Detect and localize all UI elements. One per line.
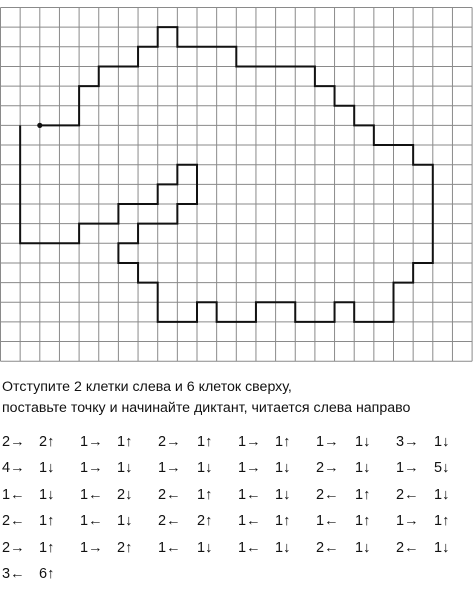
dictation-step: 1↓ xyxy=(117,513,133,530)
dictation-step: 2→ xyxy=(2,539,25,556)
dictation-step: 1↓ xyxy=(39,486,55,503)
dictation-step: 2↑ xyxy=(117,539,133,556)
dictation-step: 1↓ xyxy=(355,434,371,450)
dictation-step: 1↓ xyxy=(197,460,213,477)
dictation-step: 2← xyxy=(158,486,181,503)
dictation-step: 1↑ xyxy=(434,513,450,530)
dictation-step: 1→ xyxy=(238,460,261,477)
dictation-step: 1↓ xyxy=(355,539,371,556)
dictation-step: 2↑ xyxy=(39,434,55,450)
dictation-step: 1↑ xyxy=(117,434,133,450)
dictation-step: 1↓ xyxy=(197,539,213,556)
dictation-table xyxy=(0,430,474,594)
dictation-step: 2← xyxy=(2,513,25,530)
dictation-step: 1↑ xyxy=(197,486,213,503)
dictation-step: 1→ xyxy=(80,460,103,477)
dictation-step: 1← xyxy=(238,539,261,556)
dictation-step: 1→ xyxy=(80,539,103,556)
dictation-step: 2← xyxy=(316,539,339,556)
dictation-step: 2↑ xyxy=(197,513,213,530)
dictation-step: 1→ xyxy=(158,460,181,477)
dictation-step: 1← xyxy=(80,486,103,503)
dictation-step: 2← xyxy=(316,486,339,503)
dictation-step: 6↑ xyxy=(39,566,55,582)
dictation-step: 1↑ xyxy=(39,513,55,530)
dictation-step: 1↓ xyxy=(275,486,291,503)
dictation-step: 1→ xyxy=(238,434,261,450)
dictation-step: 4→ xyxy=(2,460,25,477)
dictation-step: 1← xyxy=(158,539,181,556)
dictation-step: 1→ xyxy=(396,513,419,530)
dictation-step: 2→ xyxy=(158,434,181,450)
dictation-step: 1↑ xyxy=(355,513,371,530)
dictation-row xyxy=(0,456,474,480)
dictation-step: 5↓ xyxy=(434,460,450,477)
dictation-step: 3→ xyxy=(396,434,419,450)
dictation-figure-outline xyxy=(20,27,433,322)
dictation-step: 1↓ xyxy=(434,434,450,450)
dictation-step: 1← xyxy=(316,513,339,530)
dictation-step: 1↓ xyxy=(434,486,450,503)
dictation-row xyxy=(0,536,474,560)
dictation-step: 1↑ xyxy=(355,486,371,503)
dictation-step: 1↓ xyxy=(355,460,371,477)
dictation-step: 2← xyxy=(396,539,419,556)
dictation-step: 2→ xyxy=(2,434,25,450)
dictation-step: 1↓ xyxy=(275,539,291,556)
dictation-step: 1↓ xyxy=(39,460,55,477)
dictation-step: 2← xyxy=(158,513,181,530)
dictation-step: 1↓ xyxy=(434,539,450,556)
dictation-step: 1← xyxy=(2,486,25,503)
dictation-step: 1↓ xyxy=(275,460,291,477)
dictation-step: 2→ xyxy=(316,460,339,477)
instructions-text xyxy=(2,377,410,419)
dictation-row xyxy=(0,430,474,454)
dictation-step: 1→ xyxy=(316,434,339,450)
dictation-step: 1↑ xyxy=(275,434,291,450)
dictation-step: 1← xyxy=(80,513,103,530)
dictation-step: 1→ xyxy=(80,434,103,450)
dictation-step: 1↑ xyxy=(275,513,291,530)
dictation-row xyxy=(0,483,474,507)
dictation-step: 2← xyxy=(396,486,419,503)
instructions-line-2: поставьте точку и начинайте диктант, читается слева направо xyxy=(2,400,411,416)
dictation-step: 1← xyxy=(238,513,261,530)
dictation-step: 1← xyxy=(238,486,261,503)
instructions-line-1: Отступите 2 клетки слева и 6 клеток сверху, xyxy=(2,379,292,395)
dictation-step: 1↓ xyxy=(117,460,133,477)
dictation-step: 1↑ xyxy=(197,434,213,450)
dictation-row xyxy=(0,562,474,586)
dictation-row xyxy=(0,509,474,533)
dictation-step: 1↑ xyxy=(39,539,55,556)
dictation-step: 3← xyxy=(2,566,25,582)
dictation-step: 1→ xyxy=(396,460,419,477)
dictation-step: 2↓ xyxy=(117,486,133,503)
start-point-dot xyxy=(37,123,42,128)
